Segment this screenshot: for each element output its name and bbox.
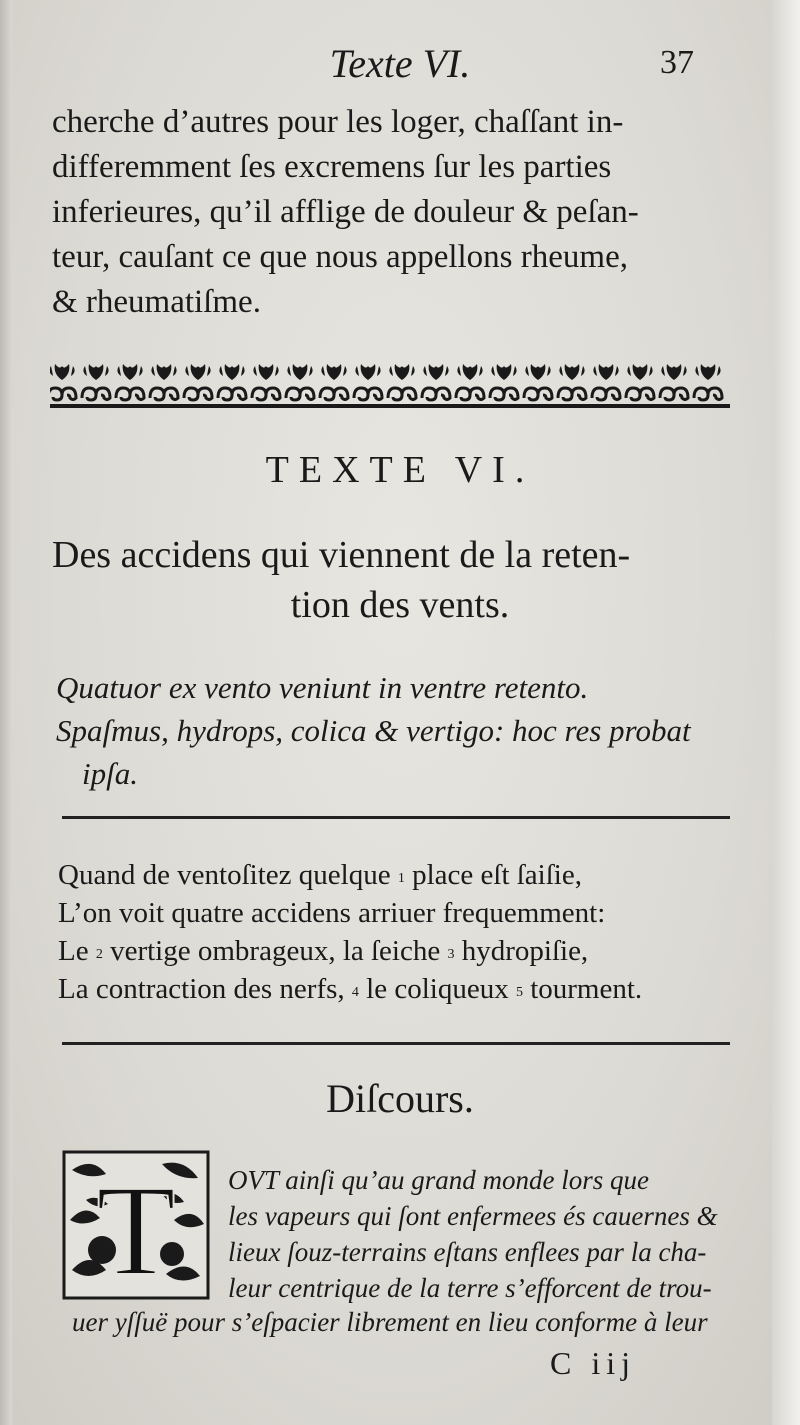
discourse-line: lieux ſouz-terrains eſtans enflees par la cha- [228,1237,707,1267]
fleuron-flower [219,364,244,380]
page-number: 37 [660,44,694,81]
verse-text: La contraction des nerfs, [58,973,352,1005]
fleuron-scroll [252,388,280,400]
fleuron-scroll [320,388,348,400]
fleuron-scroll [82,388,110,400]
fleuron-flower [491,364,516,380]
fleuron-flower [389,364,414,380]
verse-text: tourment. [522,973,643,1005]
decorated-initial-t [62,1150,210,1300]
chapter-title-line: Des accidens qui viennent de la reten- [52,534,631,576]
verse-line [58,970,642,1008]
latin-line: ipſa. [82,756,138,791]
page-edge-left [0,0,12,1425]
fleuron-scroll [116,388,144,400]
text-line: inferieures, qu’il afflige de douleur & peſan- [52,194,639,230]
note-marker: 2 [95,947,103,962]
fleuron-scroll [592,388,620,400]
text-line: teur, cauſant ce que nous appellons rheume, [52,239,628,275]
note-marker: 3 [447,947,455,962]
text-line: differemment ſes excremens ſur les parties [52,149,612,185]
latin-verse [56,666,746,795]
chapter-title-line: tion des vents. [290,584,510,626]
fleuron-flower [185,364,210,380]
running-head: Texte VI. [329,41,471,86]
fleuron-scroll [354,388,382,400]
note-marker: 4 [351,985,359,1000]
fleuron-scroll [626,388,654,400]
fleuron-flower [355,364,380,380]
fleuron-baseline [50,404,730,408]
latin-line: Spaſmus, hydrops, colica & vertigo: hoc res probat [56,713,691,748]
fleuron-scroll [422,388,450,400]
fleuron-scroll [558,388,586,400]
verse-text: place eſt ſaiſie, [404,859,582,891]
discourse-line: les vapeurs qui ſont enfermees és cauernes & [228,1201,718,1231]
fleuron-flower [287,364,312,380]
fleuron-flower [525,364,550,380]
verse-text: Le [58,935,96,967]
note-marker: 1 [397,871,405,886]
discourse-line: uer yſſuë pour s’eſpacier librement en lieu conforme à leur [72,1307,708,1337]
fleuron-scroll [490,388,518,400]
horizontal-rule [62,816,730,819]
fleuron-scroll [184,388,212,400]
text-line: cherche d’autres pour les loger, chaſſant in- [52,104,624,140]
fleuron-flower [593,364,618,380]
verse-text: L’on voit quatre accidens arriuer frequemment: [58,897,606,929]
verse-text: vertige ombrageux, la ſeiche [102,935,448,967]
fleuron-flower [321,364,346,380]
verse-text: le coliqueux [358,973,516,1005]
fleuron-scroll [524,388,552,400]
drop-cap-letter: T [96,1159,176,1300]
verse-line [58,856,642,894]
horizontal-rule [62,1042,730,1045]
fleuron-flower [457,364,482,380]
fleuron-flower [253,364,278,380]
fleuron-flower [559,364,584,380]
signature-mark: C iij [550,1345,637,1381]
chapter-title [0,530,800,630]
verse-text: Quand de ventoſitez quelque [58,859,398,891]
fleuron-scroll [694,388,722,400]
fleuron-flower [151,364,176,380]
discourse-line: OVT ainſi qu’au grand monde lors que [228,1165,650,1195]
latin-line: Quatuor ex vento veniunt in ventre retento. [56,670,589,705]
note-marker: 5 [515,985,523,1000]
text-line: & rheumatiſme. [52,284,261,320]
fleuron-scroll [660,388,688,400]
verse-line [58,894,642,932]
french-verse [58,856,642,1008]
fleuron-flower [423,364,448,380]
verse-line [58,932,642,970]
discourse-heading: Diſcours. [326,1076,474,1121]
fleuron-scroll [150,388,178,400]
fleuron-scroll [456,388,484,400]
fleuron-flower [83,364,108,380]
fleuron-flower [695,364,720,380]
fleuron-ornament-band [50,354,730,412]
verse-text: hydropiſie, [454,935,589,967]
fleuron-flower [50,364,75,380]
fleuron-scroll [50,388,76,400]
page-edge-right [772,0,800,1425]
fleuron-scroll [388,388,416,400]
fleuron-flower [117,364,142,380]
fleuron-flower [661,364,686,380]
fleuron-scroll [218,388,246,400]
section-heading: TEXTE VI. [265,449,535,491]
fleuron-scroll [286,388,314,400]
fleuron-flower [627,364,652,380]
discourse-line: leur centrique de la terre s’efforcent de trou- [228,1273,712,1303]
